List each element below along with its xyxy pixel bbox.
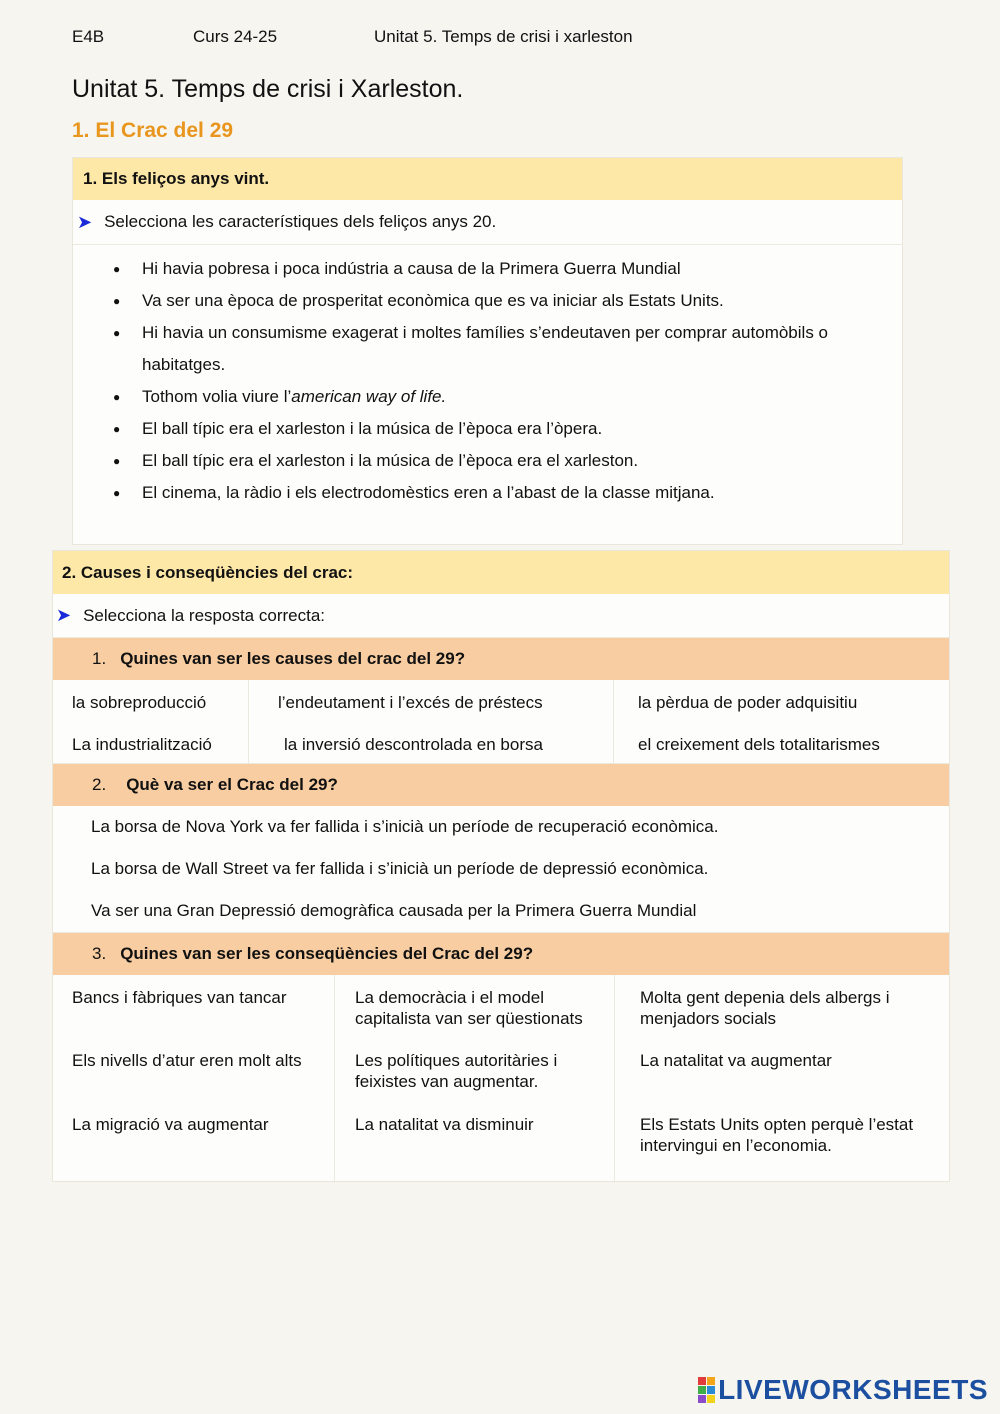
part1-instruction-row: [73, 200, 902, 245]
arrow-icon: ➤: [77, 211, 93, 232]
logo-square: [707, 1395, 715, 1403]
logo-text: LIVEWORKSHEETS: [718, 1374, 988, 1405]
q3-option[interactable]: Els nivells d’atur eren molt alts: [72, 1051, 302, 1070]
part1-option[interactable]: ● El ball típic era el xarleston i la música de l’època era l’òpera.: [73, 413, 902, 445]
q3-option[interactable]: La natalitat va disminuir: [355, 1115, 534, 1134]
q2-option[interactable]: Va ser una Gran Depressió demogràfica causada per la Primera Guerra Mundial: [91, 901, 697, 920]
part2-heading: 2. Causes i conseqüències del crac:: [53, 551, 949, 594]
bullet-icon: ●: [113, 262, 121, 276]
q3-option[interactable]: La natalitat va augmentar: [640, 1051, 832, 1070]
q1-option[interactable]: la pèrdua de poder adquisitiu: [638, 693, 858, 712]
logo-mark-icon: [698, 1377, 715, 1403]
part2-instruction-row: [53, 594, 949, 638]
part1-option[interactable]: ● Va ser una època de prosperitat econòmica que es va iniciar als Estats Units.: [73, 285, 902, 317]
header-class: E4B: [72, 27, 105, 46]
logo-square: [698, 1395, 706, 1403]
part2-instruction: Selecciona la resposta correcta:: [83, 605, 325, 625]
bullet-icon: ●: [113, 326, 121, 340]
divider: [248, 680, 249, 763]
part1-options-list: [73, 253, 902, 509]
q3-number: 3.: [92, 944, 107, 963]
part1-instruction: Selecciona les característiques dels feliços anys 20.: [104, 212, 497, 231]
part1-option[interactable]: ● Hi havia pobresa i poca indústria a causa de la Primera Guerra Mundial: [73, 253, 902, 285]
part1-option[interactable]: ● Tothom volia viure l’american way of life.: [73, 381, 902, 413]
bullet-icon: ●: [113, 390, 121, 404]
q1-option[interactable]: la sobreproducció: [72, 693, 207, 712]
part1-option[interactable]: ● El cinema, la ràdio i els electrodomèstics eren a l’abast de la classe mitjana.: [73, 477, 902, 509]
divider: [613, 680, 614, 763]
q1-heading: [53, 638, 949, 680]
logo-square: [707, 1377, 715, 1385]
q3-text: Quines van ser les conseqüències del Crac del 29?: [120, 944, 534, 963]
bullet-icon: ●: [113, 422, 121, 436]
logo-square: [707, 1386, 715, 1394]
q1-text: Quines van ser les causes del crac del 29?: [120, 649, 466, 668]
part1-option[interactable]: ● Hi havia un consumisme exagerat i moltes famílies s’endeutaven per comprar automòbils o habitatges.: [73, 317, 902, 381]
q2-text: Què va ser el Crac del 29?: [126, 775, 338, 794]
q1-option[interactable]: el creixement dels totalitarismes: [638, 735, 880, 754]
bullet-icon: ●: [113, 454, 121, 468]
logo-square: [698, 1377, 706, 1385]
logo-square: [698, 1386, 706, 1394]
q1-option[interactable]: La industrialització: [72, 735, 212, 754]
bullet-icon: ●: [113, 486, 121, 500]
page-title: Unitat 5. Temps de crisi i Xarleston.: [72, 75, 464, 103]
divider: [334, 975, 335, 1183]
header-unit: Unitat 5. Temps de crisi i xarleston: [374, 27, 633, 46]
q2-heading: [53, 764, 949, 806]
q1-options-grid: [53, 680, 949, 764]
bullet-icon: ●: [113, 294, 121, 308]
divider: [614, 975, 615, 1183]
q1-option[interactable]: la inversió descontrolada en borsa: [284, 735, 543, 754]
q3-option[interactable]: La democràcia i el model capitalista van ser qüestionats: [355, 988, 583, 1028]
q2-option[interactable]: La borsa de Wall Street va fer fallida i s’inicià un període de depressió econòmica.: [91, 859, 709, 878]
liveworksheets-logo: [698, 1374, 988, 1406]
q2-option[interactable]: La borsa de Nova York va fer fallida i s’inicià un període de recuperació econòmica.: [91, 817, 719, 836]
header-course: Curs 24-25: [193, 27, 278, 46]
q3-heading: [53, 933, 949, 975]
part1-option[interactable]: ● El ball típic era el xarleston i la música de l’època era el xarleston.: [73, 445, 902, 477]
q1-option[interactable]: l’endeutament i l’excés de préstecs: [278, 693, 543, 712]
q3-option[interactable]: Les polítiques autoritàries i feixistes van augmentar.: [355, 1051, 558, 1091]
q3-option[interactable]: Molta gent depenia dels albergs i menjadors socials: [640, 988, 890, 1028]
q3-option[interactable]: Els Estats Units opten perquè l’estat intervingui en l’economia.: [640, 1115, 914, 1155]
arrow-icon: ➤: [56, 605, 72, 625]
q1-number: 1.: [92, 649, 107, 668]
section-title: 1. El Crac del 29: [72, 119, 234, 142]
q2-number: 2.: [92, 775, 107, 794]
part2-panel: [52, 550, 950, 1182]
q3-option[interactable]: Bancs i fàbriques van tancar: [72, 988, 287, 1007]
q2-options: [53, 806, 949, 933]
q3-options-grid: [53, 975, 949, 1183]
part1-heading: 1. Els feliços anys vint.: [73, 158, 902, 200]
part1-panel: [72, 157, 903, 545]
q3-option[interactable]: La migració va augmentar: [72, 1115, 269, 1134]
